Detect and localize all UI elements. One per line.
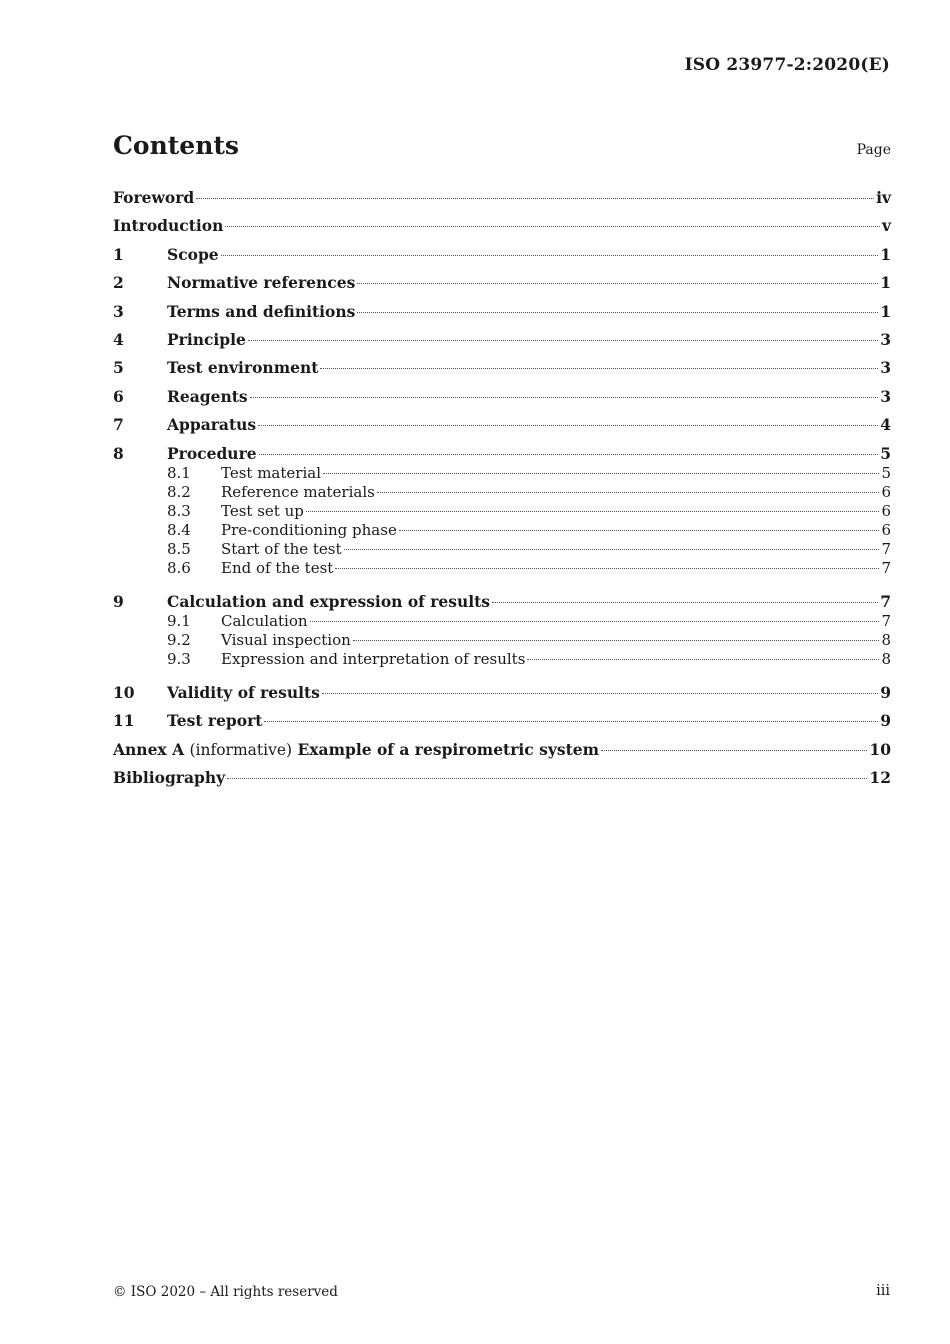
toc-entry-introduction[interactable] <box>113 212 891 240</box>
toc-entry-reagents[interactable] <box>113 383 891 411</box>
toc-label: Test set up <box>221 501 304 520</box>
toc-page: iv <box>876 188 891 207</box>
toc-entry-end-of-test[interactable] <box>113 559 891 578</box>
toc-page: 10 <box>869 739 891 759</box>
toc-label: Visual inspection <box>221 631 351 650</box>
document-id: ISO 23977-2:2020(E) <box>684 55 890 75</box>
toc-label: Bibliography <box>113 768 226 788</box>
toc-page: 12 <box>869 768 891 788</box>
spacer <box>113 579 891 588</box>
contents-heading <box>113 131 891 165</box>
dot-leader <box>601 750 867 751</box>
toc-label: Terms and definitions <box>167 301 356 321</box>
toc-number: 9.2 <box>167 631 191 650</box>
toc-page: 9 <box>880 682 891 702</box>
toc-label: Start of the test <box>221 540 342 559</box>
toc-number: 8.3 <box>167 501 191 520</box>
toc-number: 8.4 <box>167 521 191 540</box>
toc-label: End of the test <box>221 559 334 578</box>
toc-entry-terms-and-definitions[interactable] <box>113 298 891 326</box>
toc-number: 9.3 <box>167 650 191 669</box>
toc-page: 7 <box>881 540 891 559</box>
toc-label: Procedure <box>167 443 257 463</box>
dot-leader <box>248 340 878 341</box>
annex-title: Example of a respirometric system <box>297 739 599 759</box>
page-column-label: Page <box>856 142 891 158</box>
toc-page: 4 <box>880 415 891 435</box>
toc-label: Validity of results <box>167 682 320 702</box>
toc-label: Test environment <box>167 358 319 378</box>
dot-leader <box>357 283 878 284</box>
toc-entry-expression-and-interpretation[interactable] <box>113 650 891 669</box>
dot-leader <box>227 778 867 779</box>
dot-leader <box>344 549 880 550</box>
toc-label: Pre-conditioning phase <box>221 521 397 540</box>
toc-label: Expression and interpretation of results <box>221 650 526 669</box>
dot-leader <box>323 473 879 474</box>
dot-leader <box>399 530 880 531</box>
toc-number: 8 <box>113 443 124 463</box>
toc-page: 6 <box>881 521 891 540</box>
dot-leader <box>353 640 880 641</box>
toc-number: 8.5 <box>167 540 191 559</box>
toc-number: 1 <box>113 244 124 264</box>
toc-number: 6 <box>113 386 124 406</box>
toc-number: 8.1 <box>167 463 191 482</box>
toc-page: 1 <box>880 273 891 293</box>
toc-entry-procedure[interactable] <box>113 440 891 464</box>
toc-page: 3 <box>880 386 891 406</box>
toc-entry-start-of-test[interactable] <box>113 540 891 559</box>
dot-leader <box>264 721 878 722</box>
toc-entry-validity-of-results[interactable] <box>113 679 891 707</box>
dot-leader <box>250 397 879 398</box>
dot-leader <box>310 621 880 622</box>
toc-entry-annex-a[interactable] <box>113 736 891 764</box>
toc-entry-reference-materials[interactable] <box>113 483 891 502</box>
toc-number: 10 <box>113 682 135 702</box>
toc-number: 5 <box>113 358 124 378</box>
toc-entry-normative-references[interactable] <box>113 269 891 297</box>
toc-entry-calculation-and-expression[interactable] <box>113 588 891 612</box>
toc-label: Test material <box>221 463 321 482</box>
dot-leader <box>221 255 879 256</box>
dot-leader <box>196 198 874 199</box>
toc-number: 11 <box>113 711 135 731</box>
toc-number: 8.2 <box>167 482 191 501</box>
toc-page: 8 <box>881 650 891 669</box>
toc-number: 2 <box>113 273 124 293</box>
toc-entry-calculation[interactable] <box>113 612 891 631</box>
toc-number: 8.6 <box>167 559 191 578</box>
toc-page: 1 <box>880 301 891 321</box>
toc-page: 6 <box>881 501 891 520</box>
dot-leader <box>225 226 880 227</box>
toc-label: Foreword <box>113 188 195 207</box>
spacer <box>113 670 891 679</box>
dot-leader <box>335 568 879 569</box>
toc-label: Test report <box>167 711 263 731</box>
toc-label: Introduction <box>113 216 224 236</box>
toc-label: Scope <box>167 244 219 264</box>
toc-page: 7 <box>881 559 891 578</box>
dot-leader <box>258 425 878 426</box>
toc-page: 3 <box>880 329 891 349</box>
toc-page: 7 <box>880 592 891 612</box>
dot-leader <box>259 454 879 455</box>
toc-label: Principle <box>167 329 246 349</box>
toc-number: 3 <box>113 301 124 321</box>
dot-leader <box>527 659 879 660</box>
toc-entry-apparatus[interactable] <box>113 411 891 439</box>
toc-label <box>113 736 599 764</box>
page-title: Contents <box>113 131 240 160</box>
toc-label: Normative references <box>167 273 356 293</box>
dot-leader <box>322 693 878 694</box>
toc-page: 8 <box>881 631 891 650</box>
toc-entry-principle[interactable] <box>113 326 891 354</box>
toc-number: 4 <box>113 329 124 349</box>
toc-entry-test-report[interactable] <box>113 707 891 735</box>
toc-page: 7 <box>881 612 891 631</box>
dot-leader <box>377 492 880 493</box>
annex-qualifier: (informative) <box>189 740 293 759</box>
toc-number: 9.1 <box>167 612 191 631</box>
annex-prefix: Annex A <box>113 739 185 759</box>
dot-leader <box>357 312 878 313</box>
toc-entry-visual-inspection[interactable] <box>113 631 891 650</box>
toc-entry-scope[interactable] <box>113 241 891 269</box>
toc-page: 3 <box>880 358 891 378</box>
dot-leader <box>306 511 880 512</box>
toc-page: 5 <box>880 443 891 463</box>
page-number: iii <box>876 1283 890 1299</box>
dot-leader <box>320 368 878 369</box>
copyright-notice: © ISO 2020 – All rights reserved <box>113 1284 338 1300</box>
toc-page: 1 <box>880 244 891 264</box>
toc-entry-pre-conditioning-phase[interactable] <box>113 521 891 540</box>
table-of-contents <box>113 184 891 793</box>
toc-entry-test-material[interactable] <box>113 464 891 483</box>
toc-entry-foreword[interactable] <box>113 184 891 212</box>
toc-label: Reference materials <box>221 482 375 501</box>
toc-label: Calculation and expression of results <box>167 592 491 612</box>
toc-page: v <box>881 216 891 236</box>
toc-label: Calculation <box>221 612 308 631</box>
toc-page: 5 <box>881 463 891 482</box>
toc-number: 7 <box>113 415 124 435</box>
toc-entry-bibliography[interactable] <box>113 764 891 792</box>
toc-entry-test-set-up[interactable] <box>113 502 891 521</box>
dot-leader <box>492 602 878 603</box>
toc-page: 9 <box>880 711 891 731</box>
toc-number: 9 <box>113 592 124 612</box>
toc-label: Reagents <box>167 386 248 406</box>
toc-entry-test-environment[interactable] <box>113 354 891 382</box>
toc-page: 6 <box>881 482 891 501</box>
toc-label: Apparatus <box>167 415 257 435</box>
